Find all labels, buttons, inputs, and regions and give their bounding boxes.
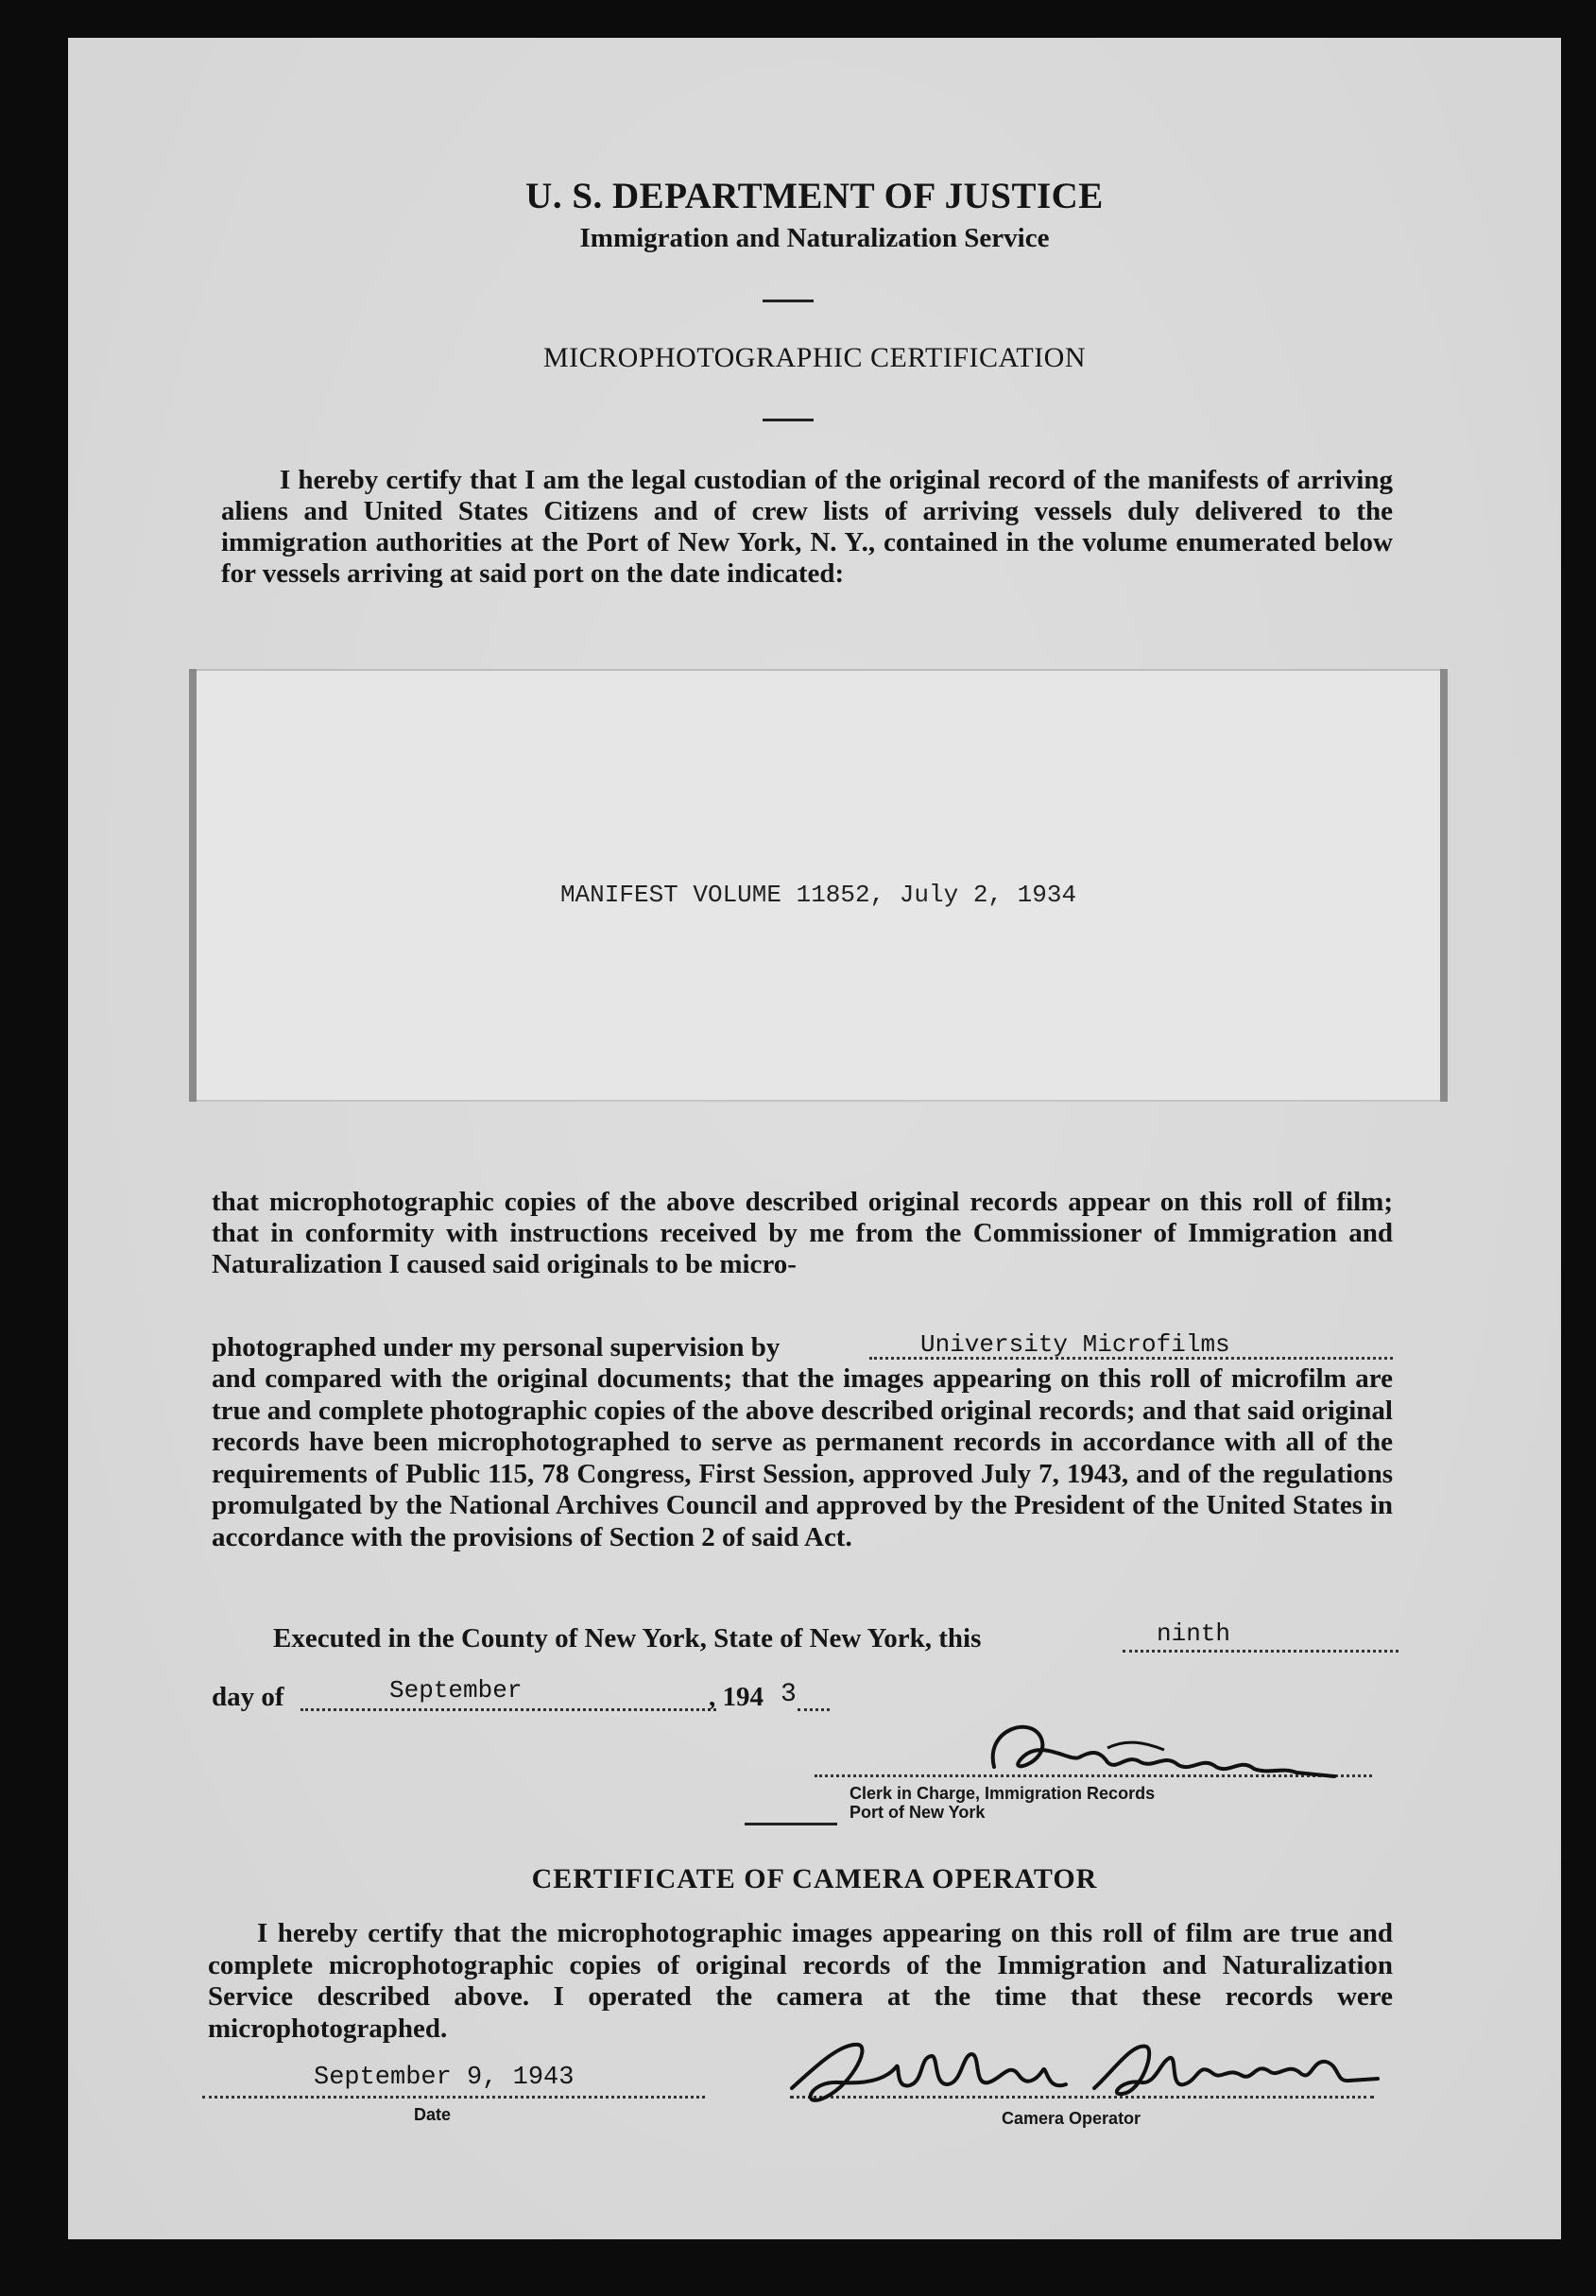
day-of-label: day of xyxy=(212,1682,284,1712)
year-typed-digit: 3 xyxy=(781,1680,797,1709)
date-typed-value: September 9, 1943 xyxy=(314,2064,575,2092)
day-dotted-line xyxy=(1123,1650,1399,1653)
clerk-signature xyxy=(966,1710,1363,1786)
day-typed-value: ninth xyxy=(1157,1619,1231,1648)
year-dotted-line xyxy=(798,1708,830,1711)
service-subheading: Immigration and Naturalization Service xyxy=(579,223,1050,253)
divider-rule xyxy=(763,419,814,421)
clerk-title-line2: Port of New York xyxy=(849,1803,986,1822)
clerk-title xyxy=(849,1784,1155,1822)
manifest-volume-text: MANIFEST VOLUME 11852, July 2, 1934 xyxy=(559,881,1077,909)
intro-paragraph: I hereby certify that I am the legal custodian of the original record of the manifests of arriving aliens and United States Citizens and of crew lists of arriving vessels duly delivered to the immigration authorities at the Port of New York, N. Y., contained in the volume enumerated below for vessels arriving at said port on the date indicated: xyxy=(221,465,1393,589)
month-dotted-line xyxy=(300,1708,716,1711)
certificate-sheet xyxy=(68,38,1561,2239)
month-typed-value: September xyxy=(389,1676,523,1705)
camera-operator-paragraph: I hereby certify that the microphotographic images appearing on this roll of film are true and complete microphotographic copies of original records of the Immigration and Naturalization Service described above. I operated the camera at the time that these records were microphotographed. xyxy=(208,1918,1393,2044)
supervision-line xyxy=(212,1332,780,1363)
year-prefix: , 194 xyxy=(709,1682,764,1712)
operator-label: Camera Operator xyxy=(1002,2109,1141,2128)
supervision-prefix: photographed under my personal supervision by xyxy=(212,1332,781,1362)
body-paragraph-1: that microphotographic copies of the above described original records appear on this roll of film; that in conformity with instructions received by me from the Commissioner of Immigration and Naturalization I caused said originals to be micro- xyxy=(212,1187,1393,1279)
clerk-title-line1: Clerk in Charge, Immigration Records xyxy=(849,1784,1156,1803)
camera-operator-title: CERTIFICATE OF CAMERA OPERATOR xyxy=(531,1863,1098,1894)
supervision-typed-value: University Microfilms xyxy=(920,1330,1230,1359)
agency-heading: U. S. DEPARTMENT OF JUSTICE xyxy=(525,176,1104,216)
date-dotted-line xyxy=(202,2096,705,2099)
manifest-volume-card xyxy=(189,669,1448,1102)
divider-rule xyxy=(763,300,814,302)
divider-rule xyxy=(745,1823,837,1825)
execution-prefix: Executed in the County of New York, State of New York, this xyxy=(273,1623,982,1653)
body-paragraph-2: and compared with the original documents; that the images appearing on this roll of microfilm are true and complete photographic copies of the above described original records; and that said original records have been microphotographed to serve as permanent records in accordance with all of the requirements of Public 115, 78 Congress, First Session, approved July 7, 1943, and of the regulations promulgated by the National Archives Council and approved by the President of the United States in accordance with the provisions of Section 2 of said Act. xyxy=(212,1363,1393,1552)
certification-title: MICROPHOTOGRAPHIC CERTIFICATION xyxy=(542,342,1087,373)
execution-line xyxy=(273,1623,981,1654)
camera-operator-signature xyxy=(782,2033,1387,2109)
date-label: Date xyxy=(414,2105,452,2124)
